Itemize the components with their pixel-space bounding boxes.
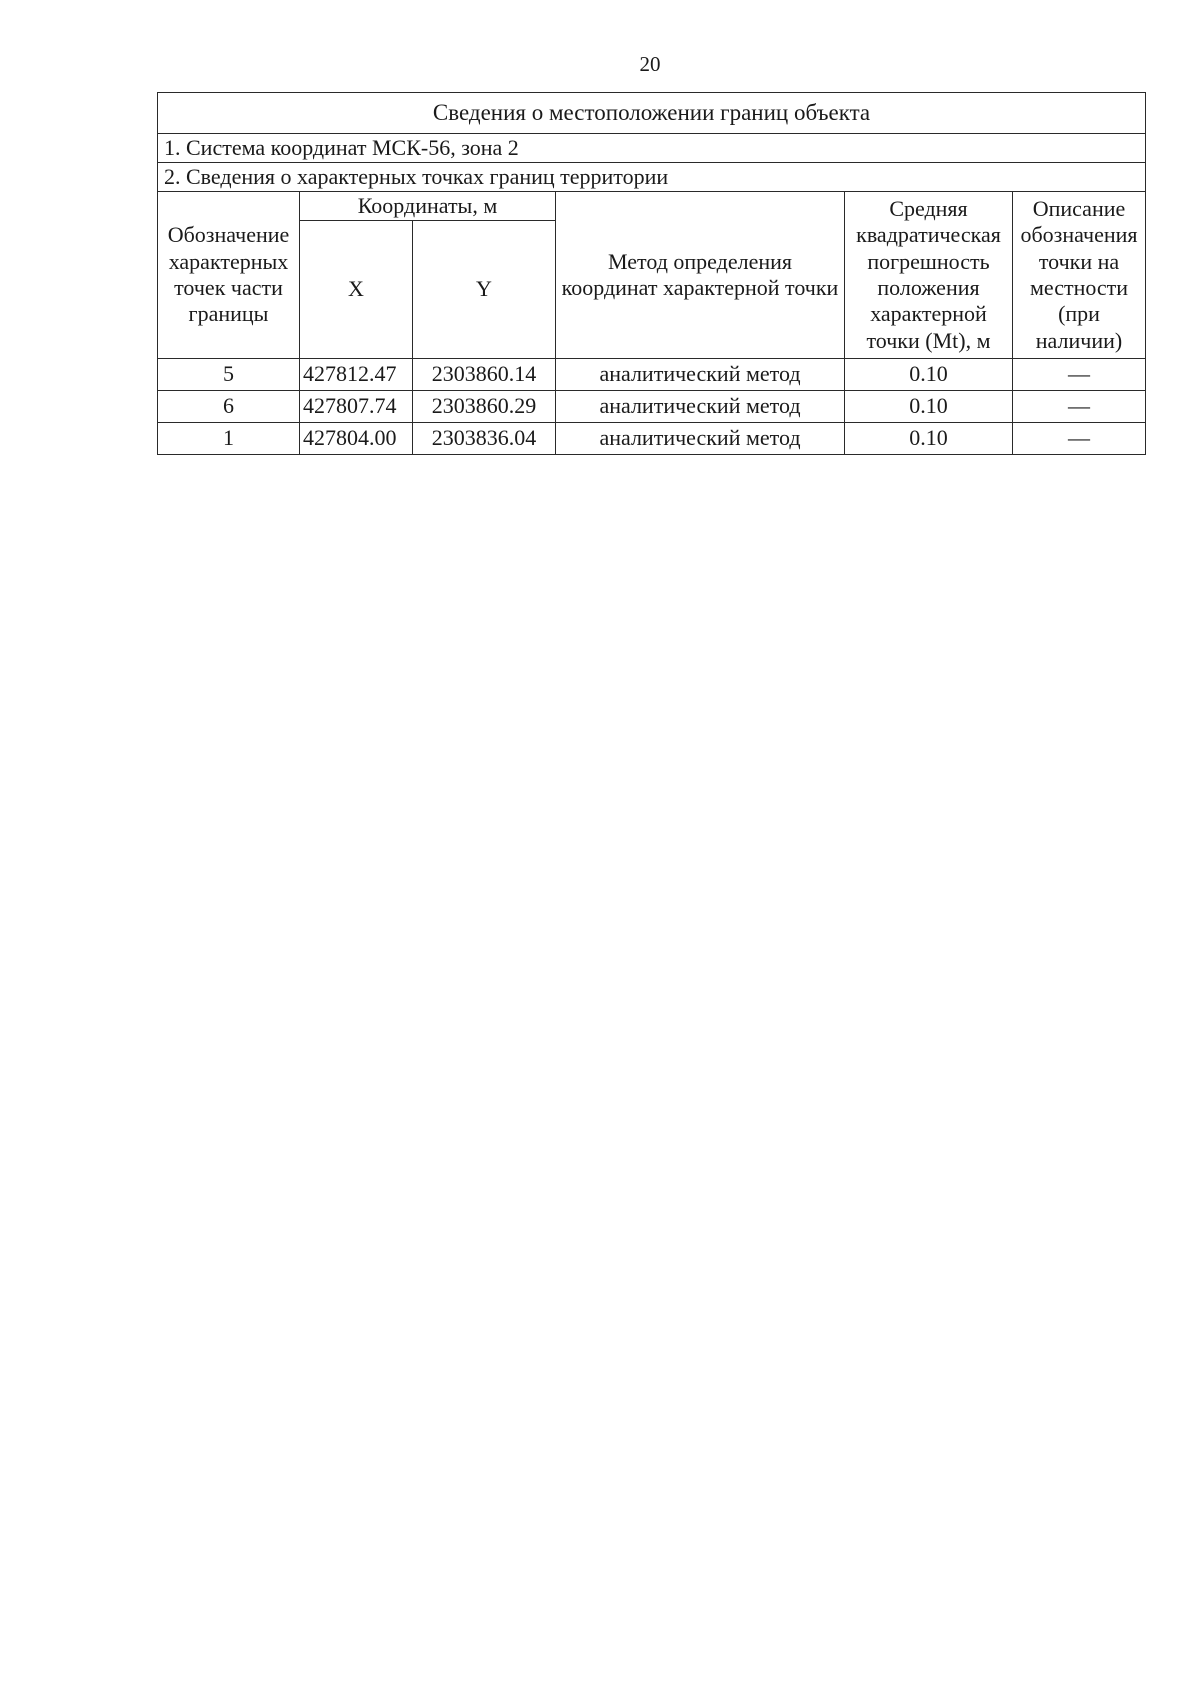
- cell-x: 427812.47: [300, 359, 413, 391]
- cell-x: 427807.74: [300, 391, 413, 423]
- cell-y: 2303860.29: [413, 391, 556, 423]
- table-row: [158, 391, 1146, 423]
- table-row: [158, 423, 1146, 455]
- page-number: 20: [639, 52, 661, 76]
- header-coordinates: Координаты, м: [300, 192, 556, 221]
- cell-point: 1: [158, 423, 300, 455]
- coordinate-system-row: 1. Система координат МСК-56, зона 2: [158, 134, 1146, 163]
- cell-method: аналитический метод: [556, 359, 845, 391]
- header-description: Описание обозначения точки на местности (при наличии): [1013, 192, 1146, 359]
- header-y: Y: [413, 221, 556, 359]
- table-row: [158, 359, 1146, 391]
- cell-method: аналитический метод: [556, 391, 845, 423]
- table-title: Сведения о местоположении границ объекта: [158, 93, 1146, 134]
- header-x: X: [300, 221, 413, 359]
- header-method: Метод определения координат характерной точки: [556, 192, 845, 359]
- cell-error: 0.10: [845, 359, 1013, 391]
- boundary-points-table: [157, 92, 1146, 455]
- cell-description: —: [1013, 359, 1146, 391]
- header-error: Средняя квадратическая погрешность положения характерной точки (Mt), м: [845, 192, 1013, 359]
- cell-error: 0.10: [845, 391, 1013, 423]
- cell-description: —: [1013, 423, 1146, 455]
- cell-method: аналитический метод: [556, 423, 845, 455]
- cell-point: 5: [158, 359, 300, 391]
- cell-error: 0.10: [845, 423, 1013, 455]
- cell-x: 427804.00: [300, 423, 413, 455]
- cell-y: 2303860.14: [413, 359, 556, 391]
- cell-point: 6: [158, 391, 300, 423]
- characteristic-points-row: 2. Сведения о характерных точках границ территории: [158, 163, 1146, 192]
- cell-description: —: [1013, 391, 1146, 423]
- cell-y: 2303836.04: [413, 423, 556, 455]
- header-point-designation: Обозначение характерных точек части границы: [158, 192, 300, 359]
